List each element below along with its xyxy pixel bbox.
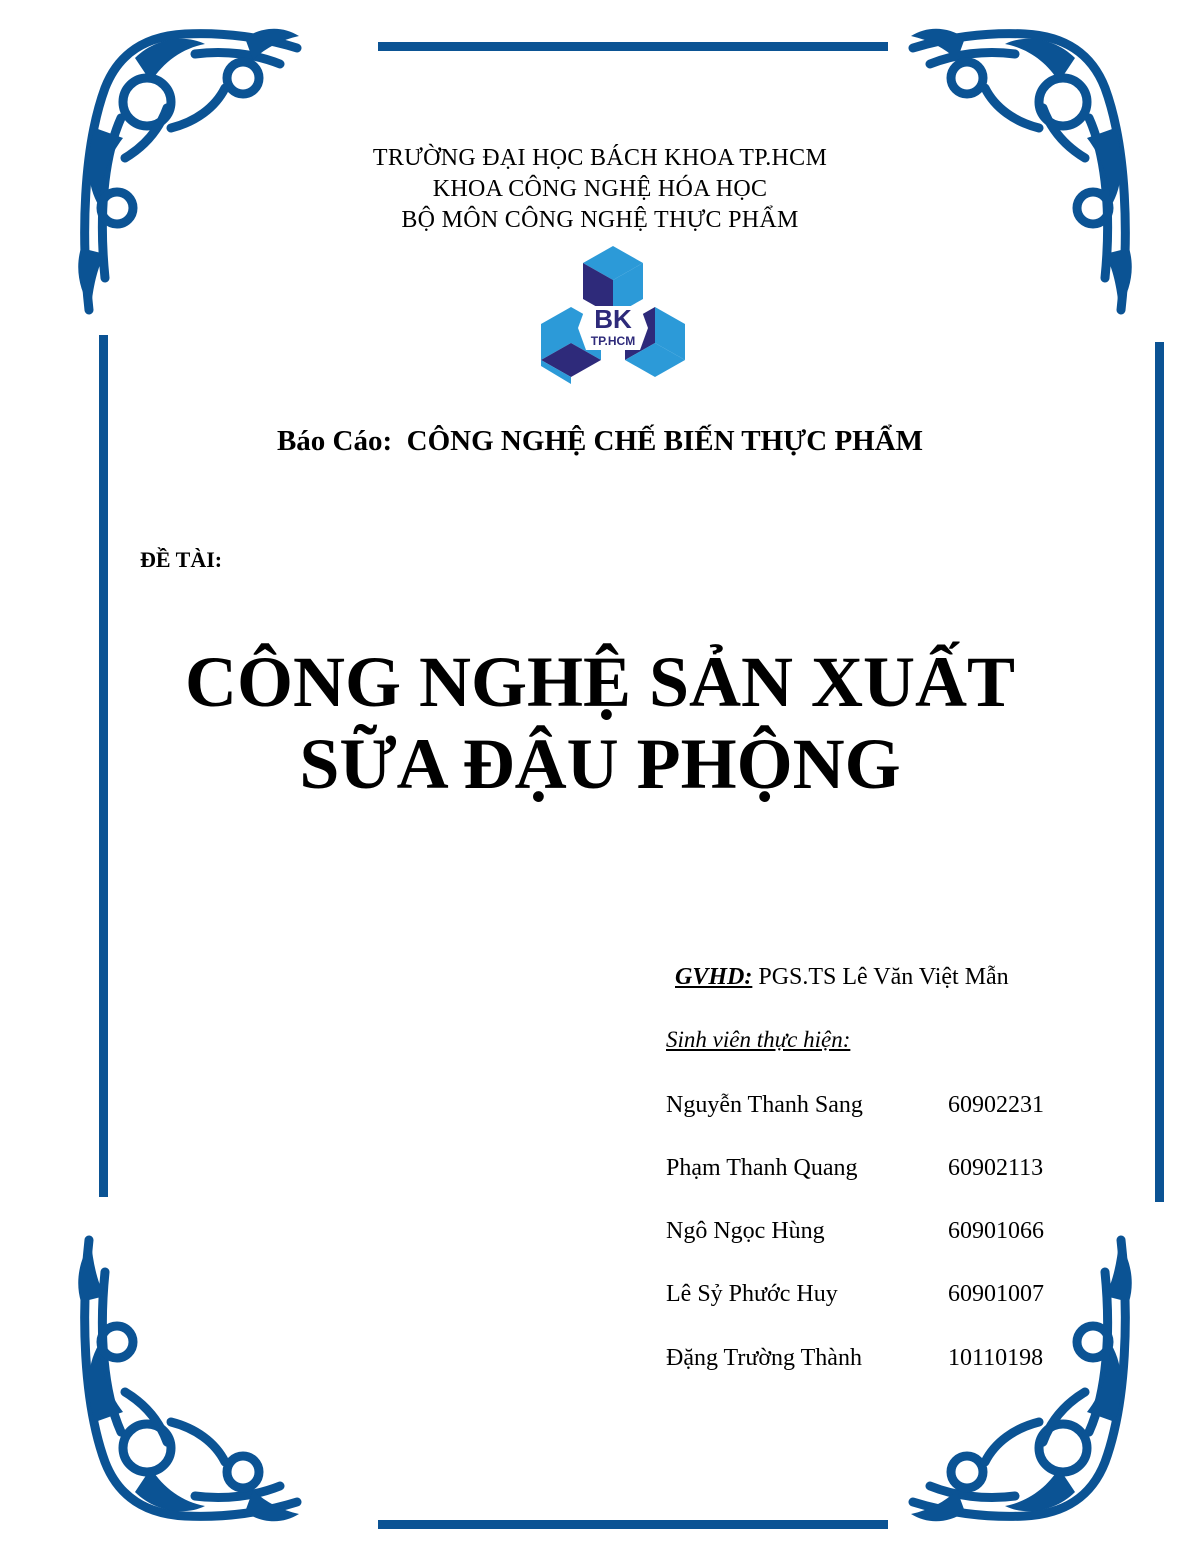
frame-bottom-line [378,1520,888,1529]
university-name: TRƯỜNG ĐẠI HỌC BÁCH KHOA TP.HCM [372,145,828,171]
student-name: Ngô Ngọc Hùng [666,1218,825,1244]
student-name: Lê Sỷ Phước Huy [666,1281,838,1307]
topic-title-line2: SỮA ĐẬU PHỘNG [299,724,901,804]
report-course: CÔNG NGHỆ CHẾ BIẾN THỰC PHẨM [406,425,924,457]
bk-logo [540,244,686,388]
student-id: 10110198 [948,1345,1044,1371]
student-id: 60901066 [948,1218,1044,1244]
logo-main-text: BK [594,304,632,334]
corner-ornament-bottom-left [75,1232,305,1532]
department-name: BỘ MÔN CÔNG NGHỆ THỰC PHẨM [401,207,799,233]
report-label: Báo Cáo: [276,425,393,457]
advisor-name: PGS.TS Lê Văn Việt Mẫn [758,964,1009,990]
report-heading [0,425,1200,458]
advisor-line [675,964,1009,991]
student-id: 60901007 [948,1281,1044,1307]
student-name: Phạm Thanh Quang [666,1155,858,1181]
student-name: Nguyễn Thanh Sang [666,1092,863,1118]
logo-sub-text: TP.HCM [590,334,636,348]
advisor-label: GVHD: [675,964,753,990]
frame-top-line [378,42,888,51]
student-id: 60902113 [948,1155,1044,1181]
topic-label: ĐỀ TÀI: [140,547,223,572]
student-id: 60902231 [948,1092,1044,1118]
topic-title-line1: CÔNG NGHỆ SẢN XUẤT [184,642,1016,722]
students-label: Sinh viên thực hiện: [666,1027,851,1052]
student-name: Đặng Trường Thành [666,1345,862,1371]
faculty-name: KHOA CÔNG NGHỆ HÓA HỌC [432,176,768,202]
corner-ornament-bottom-right [905,1232,1135,1532]
